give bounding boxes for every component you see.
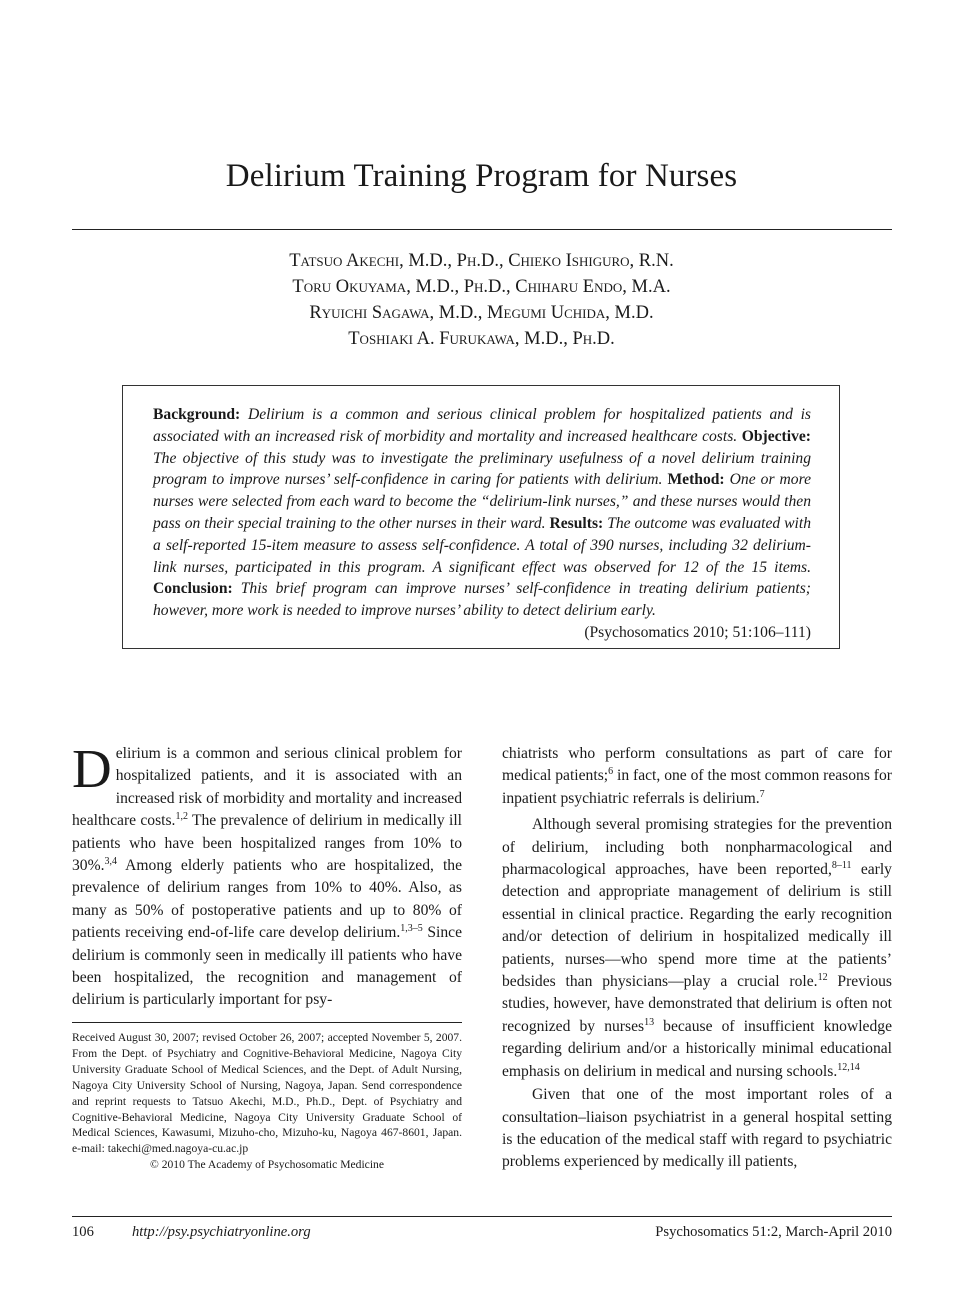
abstract-method-label: Method: xyxy=(667,471,725,489)
footnote-text: Received August 30, 2007; revised October 26, 2007; accepted November 5, 2007. From the Dept. of Psychiatry and Cognitive-Behavioral Medicine, Nagoya City University Graduate School of Medical Sciences, and the Dept. of Adult Nursing, Nagoya City University School of Nursing, Nagoya, Japan. Send correspondence and reprint requests to Tatsuo Akechi, M.D., Ph.D., Dept. of Psychiatry and Cognitive-Behavioral Medicine, Nagoya City University Graduate School of Medical Sciences, Kawasumi, Mizuho-cho, Mizuho-ku, Nagoya 467-8601, Japan. e-mail: takechi@med.nagoya-cu.ac.jp xyxy=(72,1031,462,1156)
title-divider xyxy=(72,229,892,230)
right-column xyxy=(502,743,892,1174)
abstract-method: One or more nurses were selected from each ward to become the “delirium-link nurses,” and these nurses would then pass on their special training to the other nurses in their ward. xyxy=(153,471,812,532)
citation-ref: 6 xyxy=(608,766,614,778)
body-text: early detection and appropriate management of delirium is still essential in clinical practice. Regarding the early recognition and/or detection of delirium in hospitalized medically ill patients, nurses—who spend more time at the patients’ bedsides than physicians—play a crucial role. xyxy=(502,861,892,991)
footer-divider xyxy=(72,1216,892,1217)
abstract-objective: The objective of this study was to investigate the preliminary usefulness of a novel delirium training program to improve nurses’ self-confidence in caring for patients with delirium. xyxy=(153,449,811,489)
abstract-conclusion-label: Conclusion: xyxy=(153,580,233,598)
abstract-results: The outcome was evaluated with a self-reported 15-item measure to assess self-confidence. A total of 390 nurses, including 32 delirium-link nurses, participated in this program. A significant effect was observed for 12 of the 15 items. xyxy=(153,514,811,576)
citation-ref: 13 xyxy=(644,1016,655,1028)
body-paragraph-1 xyxy=(72,738,462,1012)
body-text: Previous studies, however, have demonstrated that delirium is often not recognized by nurses xyxy=(502,973,892,1035)
footnote-divider xyxy=(72,1022,462,1023)
left-column xyxy=(72,738,462,1012)
body-paragraph-3 xyxy=(502,814,892,1083)
body-text: in fact, one of the most common reasons for inpatient psychiatric referrals is delirium. xyxy=(502,767,892,807)
abstract-results-label: Results: xyxy=(549,514,604,532)
author-line-4: Toshiaki A. Furukawa, M.D., Ph.D. xyxy=(348,329,615,349)
citation-ref: 7 xyxy=(759,788,765,800)
author-line-2: Toru Okuyama, M.D., Ph.D., Chiharu Endo, M.A. xyxy=(292,277,671,297)
abstract-conclusion: This brief program can improve nurses’ self-confidence in treating delirium patients; however, more work is needed to improve nurses’ ability to detect delirium early. xyxy=(153,580,811,620)
abstract-objective-label: Objective: xyxy=(741,427,811,445)
article-title: Delirium Training Program for Nurses xyxy=(225,158,738,194)
page-number: 106 xyxy=(72,1224,94,1240)
body-text: Although several promising strategies for the prevention of delirium, including both nonpharmacological and pharmacological approaches, have been reported, xyxy=(502,816,892,879)
citation-ref: 12,14 xyxy=(837,1061,860,1073)
citation-ref: 1,3–5 xyxy=(400,923,423,935)
body-text: Among elderly patients who are hospitalized, the prevalence of delirium ranges from 10% to 40%. Also, as many as 50% of postoperative patients and up to 80% of patients receiving end-of-life care develop delirium. xyxy=(72,857,462,942)
footnote xyxy=(72,1030,462,1173)
citation-ref: 12 xyxy=(817,972,828,984)
abstract-background: Delirium is a common and serious clinical problem for hospitalized patients and is associated with an increased risk of morbidity and mortality and increased healthcare costs. xyxy=(153,406,811,445)
author-line-1: Tatsuo Akechi, M.D., Ph.D., Chieko Ishiguro, R.N. xyxy=(289,251,674,271)
abstract-background-label: Background: xyxy=(153,406,241,423)
journal-issue: Psychosomatics 51:2, March-April 2010 xyxy=(655,1224,892,1240)
abstract-text xyxy=(153,404,811,644)
body-text: elirium is a common and serious clinical problem for hospitalized patients, and it is associated with an increased risk of morbidity and mortality and increased healthcare costs. xyxy=(72,745,462,830)
body-paragraph-4 xyxy=(502,1084,892,1174)
copyright-notice: © 2010 The Academy of Psychosomatic Medicine xyxy=(150,1158,384,1172)
drop-cap: D xyxy=(72,738,112,799)
journal-url-link[interactable]: http://psy.psychiatryonline.org xyxy=(132,1224,311,1240)
body-paragraph-2 xyxy=(502,743,892,810)
body-text: Since delirium is commonly seen in medically ill patients who have been hospitalized, the recognition and management of delirium is particularly important for psy- xyxy=(72,924,462,1009)
citation-ref: 8–11 xyxy=(831,860,852,872)
body-text: Given that one of the most important roles of a consultation–liaison psychiatrist in a general hospital setting is the education of the medical staff with regard to psychiatric problems experienced by medically ill patients, xyxy=(502,1086,892,1171)
body-text: because of insufficient knowledge regarding delirium and/or a historically minimal educational emphasis on delirium in medical and nursing schools. xyxy=(502,1017,892,1080)
citation-ref: 1,2 xyxy=(175,811,188,823)
author-list xyxy=(0,248,963,352)
body-text: The prevalence of delirium in medically ill patients who have been hospitalized ranges from 10% to 30%. xyxy=(72,812,462,875)
abstract-box xyxy=(122,385,840,649)
citation-ref: 3,4 xyxy=(104,856,117,868)
abstract-citation: (Psychosomatics 2010; 51:106–111) xyxy=(584,623,811,641)
author-line-3: Ryuichi Sagawa, M.D., Megumi Uchida, M.D. xyxy=(309,303,654,323)
body-text: chiatrists who perform consultations as part of care for medical patients; xyxy=(502,745,892,785)
